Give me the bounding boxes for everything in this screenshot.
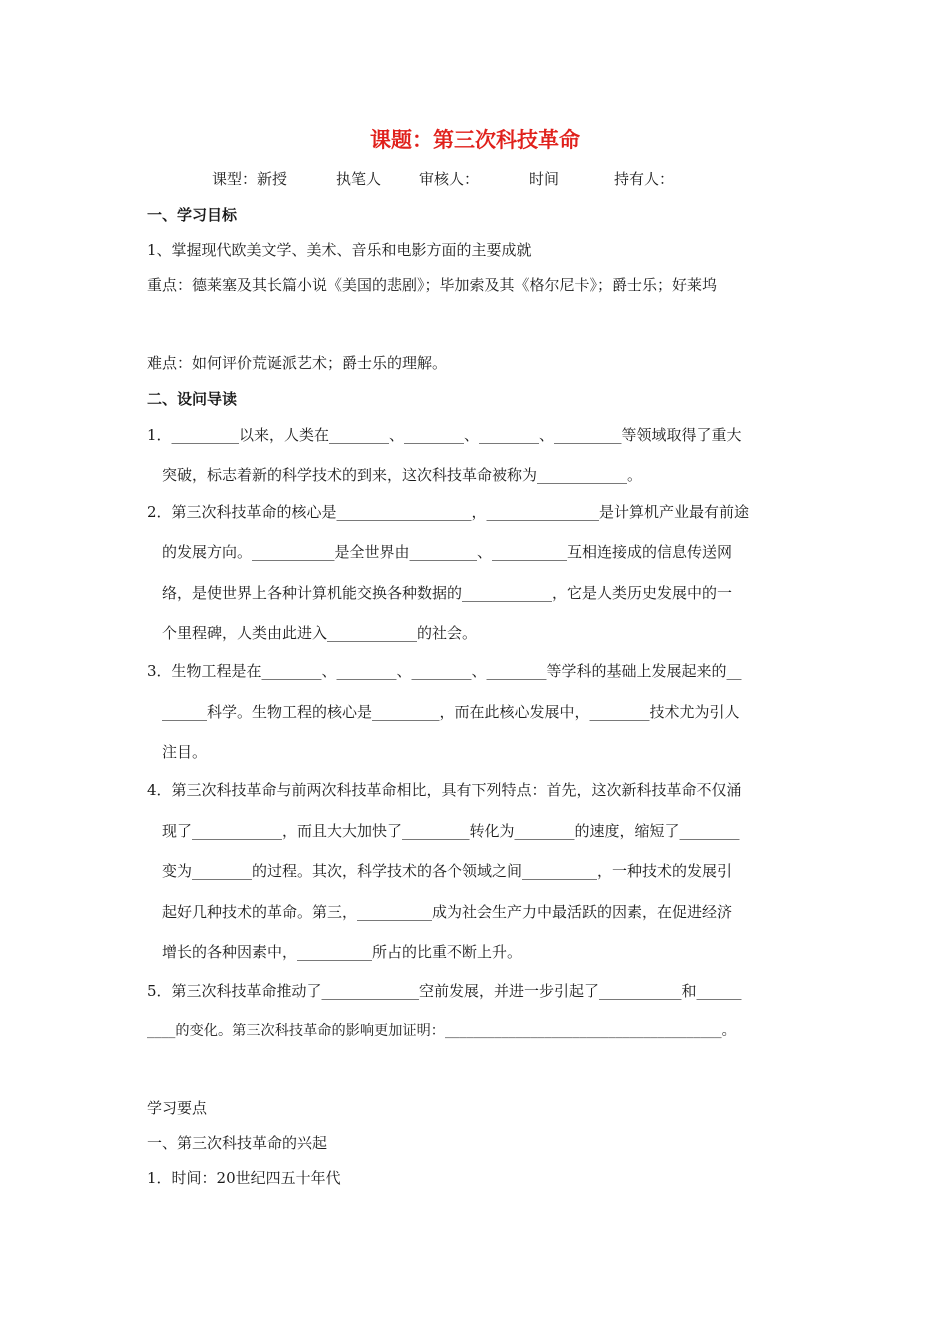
- question-2-line-3: 络，是使世界上各种计算机能交换各种数据的____________，它是人类历史发展中的一: [162, 584, 733, 602]
- question-4-line-2: 现了____________，而且大大加快了_________转化为________的速度，缩短了________: [162, 822, 740, 840]
- question-4-line-4: 起好几种技术的革命。第三，__________成为社会生产力中最活跃的因素，在促进经济: [162, 903, 733, 921]
- question-1-line-1: 1．_________以来，人类在________、________、________、_________等领域取得了重大: [147, 426, 742, 444]
- question-4-line-3: 变为________的过程。其次，科学技术的各个领域之间__________，一种技术的发展引: [162, 862, 733, 880]
- question-1-line-2: 突破，标志着新的科学技术的到来，这次科技革命被称为____________。: [162, 466, 643, 484]
- study-points-heading: 学习要点: [147, 1099, 208, 1117]
- question-4-line-1: 4．第三次科技革命与前两次科技革命相比，具有下列特点：首先，这次新科技革命不仅涌: [147, 781, 742, 799]
- question-5-line-2: ____的变化。第三次科技革命的影响更加证明：_______________________________________。: [147, 1023, 736, 1039]
- question-5-line-1: 5．第三次科技革命推动了_____________空前发展，并进一步引起了___________和______: [147, 982, 742, 1000]
- reviewer-field: 审核人：: [419, 170, 480, 188]
- question-3-line-2: ______科学。生物工程的核心是_________，而在此核心发展中，________技术尤为引人: [162, 703, 740, 721]
- question-2-line-1: 2．第三次科技革命的核心是__________________，_______________是计算机产业最有前途: [147, 503, 750, 521]
- time-field: 时间: [529, 170, 560, 188]
- lesson-type: 课型：新授: [212, 170, 288, 188]
- page-title: 课题：第三次科技革命: [370, 128, 580, 152]
- question-4-line-5: 增长的各种因素中，__________所占的比重不断上升。: [162, 943, 523, 961]
- holder-field: 持有人：: [614, 170, 675, 188]
- goal-item: 1、掌握现代欧美文学、美术、音乐和电影方面的主要成就: [147, 241, 532, 259]
- difficult-points: 难点：如何评价荒诞派艺术；爵士乐的理解。: [147, 354, 448, 372]
- study-points-item: 1．时间：20世纪四五十年代: [147, 1169, 341, 1187]
- author-field: 执笔人: [336, 170, 382, 188]
- question-2-line-2: 的发展方向。___________是全世界由_________、__________互相连接成的信息传送网: [162, 543, 733, 561]
- question-2-line-4: 个里程碑，人类由此进入____________的社会。: [162, 624, 478, 642]
- key-points: 重点：德莱塞及其长篇小说《美国的悲剧》；毕加索及其《格尔尼卡》；爵士乐；好莱坞: [147, 276, 718, 294]
- study-points-subheading: 一、第三次科技革命的兴起: [147, 1134, 328, 1152]
- section-heading-questions: 二、设问导读: [147, 390, 238, 408]
- section-heading-goals: 一、学习目标: [147, 206, 238, 224]
- question-3-line-1: 3．生物工程是在________、________、________、________等学科的基础上发展起来的__: [147, 662, 742, 680]
- question-3-line-3: 注目。: [162, 743, 208, 761]
